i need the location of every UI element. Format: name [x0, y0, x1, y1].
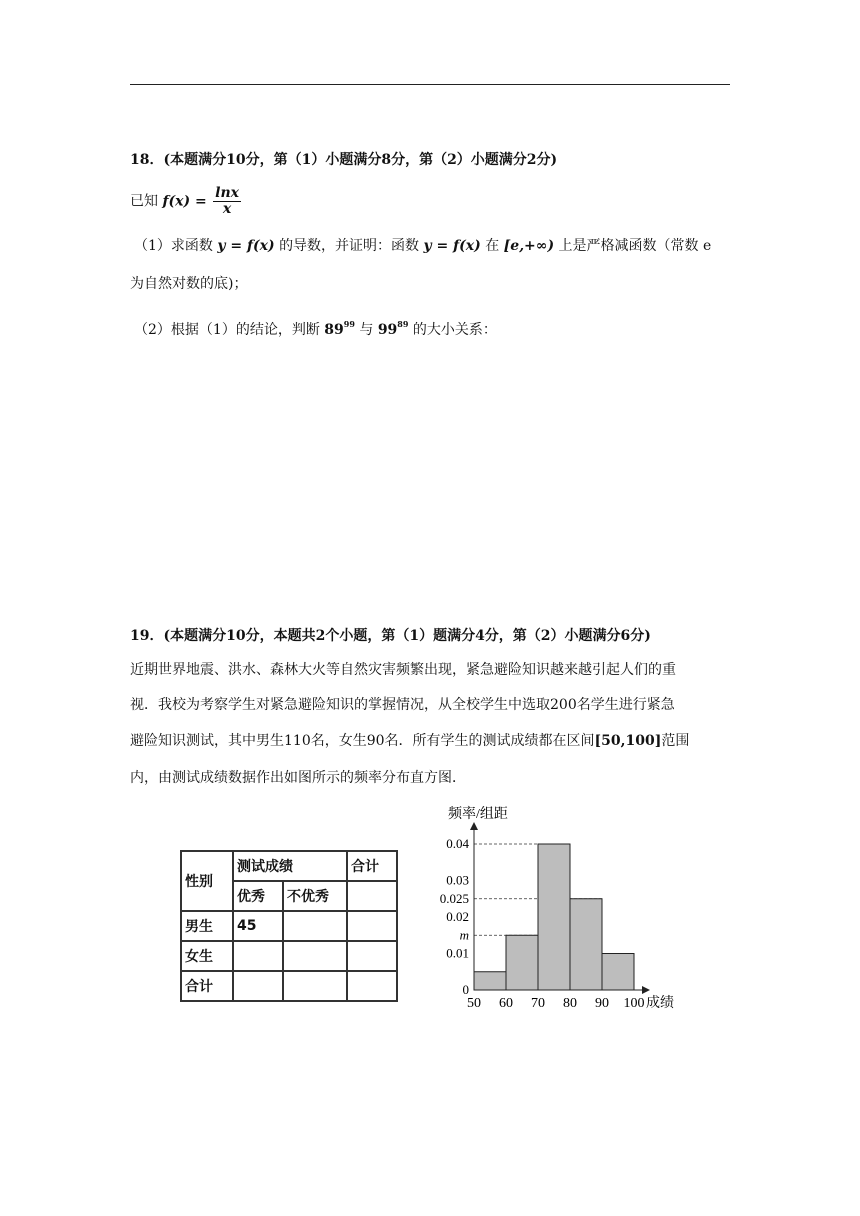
- y-tick-label: 0.025: [439, 890, 469, 906]
- q18-p2-text-c: 的大小关系：: [412, 322, 497, 338]
- q19-header: 19．(本题满分10分，本题共2个小题，第（1）题满分4分，第（2）小题满分6分): [130, 628, 651, 644]
- q19-line3-text-b: 范围: [661, 733, 690, 749]
- q18-p1-text-d: 上是严格减函数（常数 e: [558, 238, 712, 254]
- q18-p1-eq2: y = f(x): [423, 238, 481, 254]
- x-tick-label: 100: [623, 996, 645, 1011]
- cell-empty: [283, 941, 347, 971]
- cell-female: 女生: [181, 941, 233, 971]
- histogram-bar: [538, 844, 570, 990]
- q18-p2-exp1: 99: [343, 319, 355, 329]
- y-tick-label: 0.04: [446, 836, 469, 851]
- x-tick-label: 90: [595, 996, 609, 1011]
- q18-p1-text-b: 的导数，并证明：函数: [279, 238, 420, 254]
- cell-empty: [283, 971, 347, 1001]
- cell-empty: [233, 971, 283, 1001]
- q18-function: f(x) =: [162, 193, 207, 210]
- histogram-bar: [570, 899, 602, 990]
- q18-p2-text-a: （2）根据（1）的结论，判断: [134, 322, 320, 338]
- cell-score: 测试成绩: [233, 851, 347, 881]
- q18-p2-base1: 89: [324, 322, 344, 338]
- q18-given: [130, 186, 241, 217]
- cell-excellent: 优秀: [233, 881, 283, 911]
- histogram-bar: [602, 954, 634, 991]
- frequency-histogram: [430, 800, 690, 1020]
- q18-p1-text-a: （1）求函数: [134, 238, 213, 254]
- x-tick-label: 60: [499, 996, 513, 1011]
- q19-line2: 视．我校为考察学生对紧急避险知识的掌握情况，从全校学生中选取200名学生进行紧急: [130, 697, 675, 713]
- cell-gender: 性别: [181, 851, 233, 911]
- q18-p1-eq1: y = f(x): [217, 238, 275, 254]
- cell-empty: [233, 941, 283, 971]
- y-axis-arrow: [470, 822, 478, 830]
- q18-p1-text-c: 在: [485, 238, 500, 254]
- cell-empty: [347, 941, 397, 971]
- header-rule: [130, 84, 730, 85]
- q18-p2-exp2: 89: [397, 319, 409, 329]
- x-tick-label: 70: [531, 996, 545, 1011]
- q18-p2-text-b: 与: [359, 322, 374, 338]
- cell-male: 男生: [181, 911, 233, 941]
- q18-part2: [134, 314, 497, 340]
- q18-p2-base2: 99: [377, 322, 398, 338]
- q19-line3-text-a: 避险知识测试，其中男生110名，女生90名．所有学生的测试成绩都在区间: [130, 733, 595, 749]
- q19-interval: [50,100]: [594, 733, 662, 749]
- cell-sum: 合计: [181, 971, 233, 1001]
- y-tick-label: m: [459, 927, 469, 943]
- cell-total-header: 合计: [347, 851, 397, 881]
- x-axis-arrow: [642, 986, 650, 994]
- q19-line3: [130, 731, 689, 751]
- q18-part1-line1: [134, 236, 711, 256]
- cell-empty: [347, 881, 397, 911]
- x-tick-label: 50: [467, 996, 481, 1011]
- q18-fraction-numerator: lnx: [215, 185, 239, 201]
- histogram-bar: [474, 972, 506, 990]
- q18-fraction: [213, 186, 241, 217]
- y-tick-label: 0.02: [446, 909, 469, 924]
- x-tick-label: 80: [563, 996, 577, 1011]
- q18-header: 18．(本题满分10分，第（1）小题满分8分，第（2）小题满分2分): [130, 152, 558, 168]
- cell-male-excellent: 45: [233, 911, 283, 941]
- q18-fraction-denominator: x: [222, 201, 232, 217]
- cell-empty: [283, 911, 347, 941]
- cell-empty: [347, 911, 397, 941]
- contingency-table: [180, 850, 398, 1002]
- q18-given-prefix: 已知: [130, 193, 158, 210]
- x-axis-label: 成绩: [646, 996, 674, 1011]
- cell-not-excellent: 不优秀: [283, 881, 347, 911]
- y-tick-label: 0.01: [446, 945, 469, 961]
- cell-empty: [347, 971, 397, 1001]
- y-axis-label: 频率/组距: [448, 807, 508, 822]
- y-tick-label: 0: [462, 982, 469, 997]
- q19-line4: 内，由测试成绩数据作出如图所示的频率分布直方图．: [130, 770, 466, 786]
- histogram-bar: [506, 935, 538, 990]
- q18-part1-line2: 为自然对数的底)；: [130, 276, 248, 292]
- q19-line1: 近期世界地震、洪水、森林大火等自然灾害频繁出现，紧急避险知识越来越引起人们的重: [130, 662, 676, 678]
- y-tick-label: 0.03: [446, 872, 469, 888]
- q18-p1-interval: [e,+∞): [503, 238, 555, 254]
